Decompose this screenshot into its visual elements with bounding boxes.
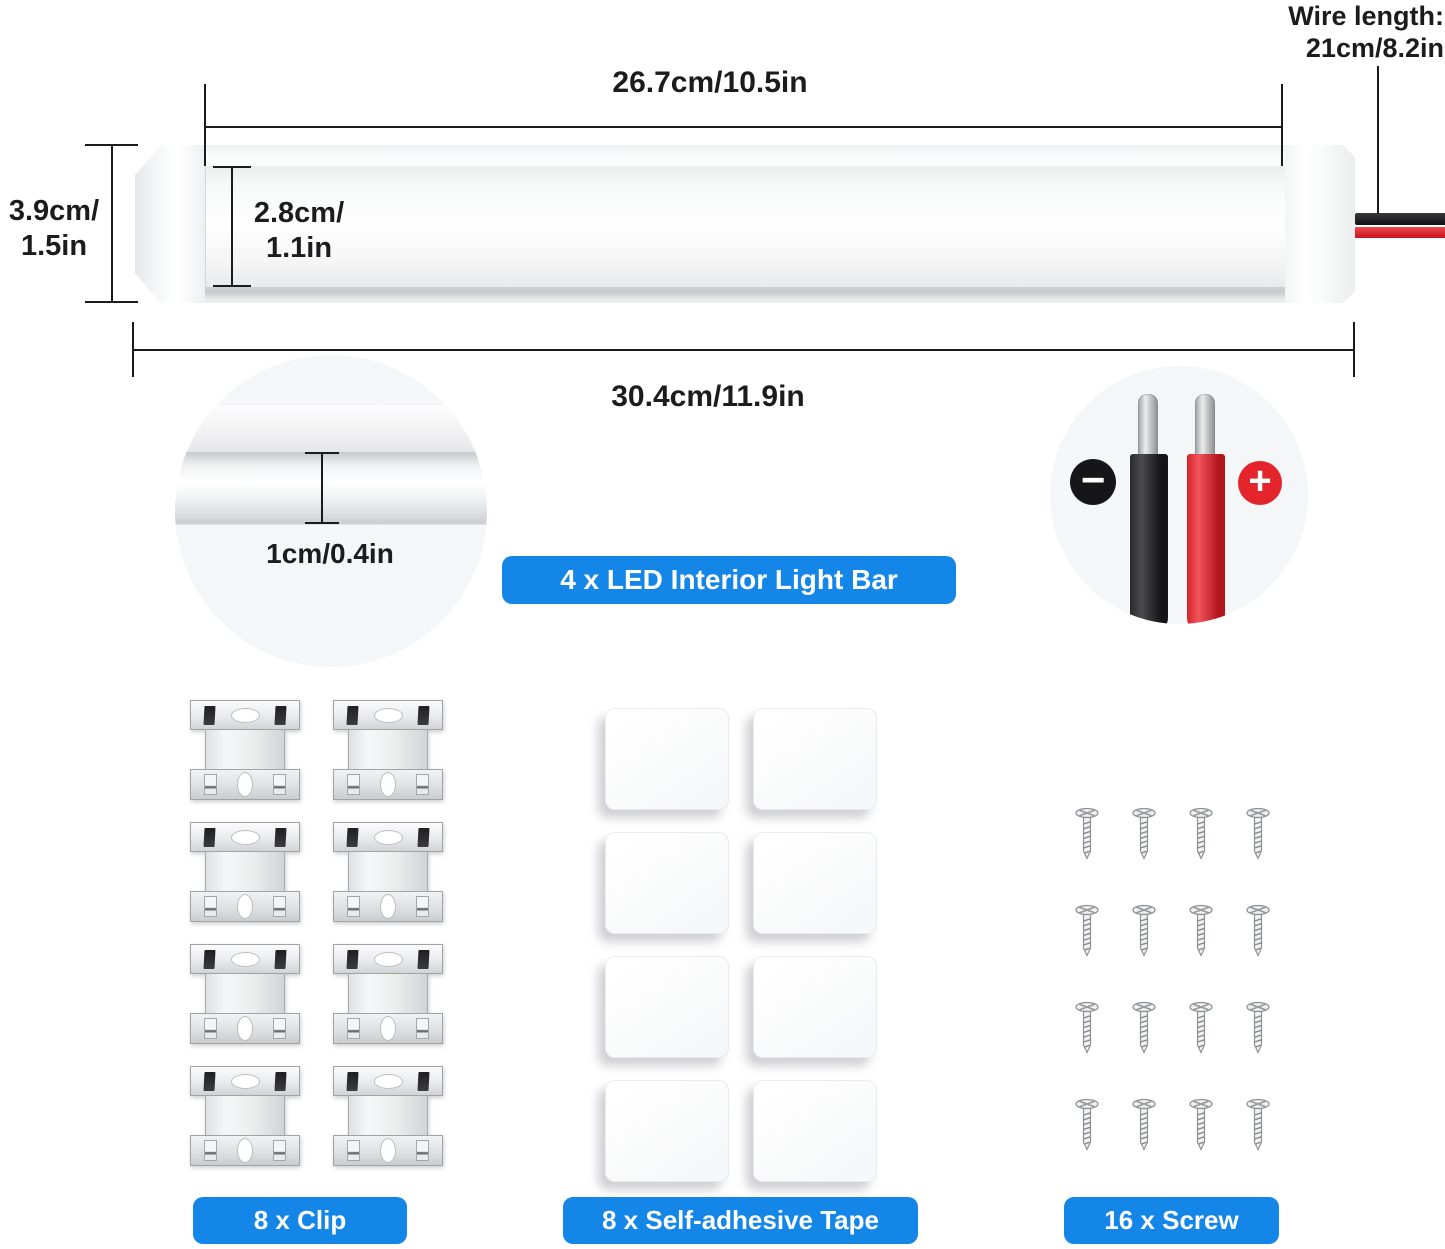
wire-black-insulation: [1130, 454, 1168, 624]
adhesive-tape-square: [753, 708, 877, 810]
dim-tick-outer-bottom: [85, 301, 138, 303]
positive-polarity-badge: +: [1238, 461, 1282, 505]
screw: [1188, 1097, 1214, 1153]
dim-tick-profile-top: [305, 452, 339, 454]
label-tape: 8 x Self-adhesive Tape: [563, 1197, 918, 1244]
mounting-clip: [333, 700, 443, 800]
clip-top-flange: [190, 944, 300, 974]
dim-line-outer-height: [111, 146, 113, 303]
clip-oval-slot-vertical: [380, 1016, 396, 1041]
negative-polarity-badge: −: [1070, 459, 1116, 505]
wire-black-exposed-tip: [1138, 394, 1158, 458]
profile-upper-band: [175, 405, 487, 453]
clip-top-flange: [333, 944, 443, 974]
clip-web: [348, 1096, 428, 1135]
clip-light-tab: [204, 774, 217, 795]
mounting-clip: [333, 1066, 443, 1166]
screw: [1245, 1000, 1271, 1056]
profile-detail-circle: [175, 355, 487, 667]
clip-top-flange: [190, 1066, 300, 1096]
clip-light-tab: [347, 1018, 360, 1039]
dim-tick-inner-top: [213, 166, 251, 168]
clip-web: [205, 852, 285, 891]
profile-silver-band: [175, 452, 487, 525]
clip-oval-slot: [231, 1074, 260, 1089]
clip-light-tab: [273, 774, 286, 795]
clip-top-flange: [190, 822, 300, 852]
clip-dark-tab: [418, 828, 430, 847]
clip-oval-slot-vertical: [380, 1138, 396, 1163]
clip-oval-slot-vertical: [237, 772, 253, 797]
clip-dark-tab: [418, 950, 430, 969]
clip-top-flange: [333, 700, 443, 730]
clip-dark-tab: [347, 950, 359, 969]
screw: [1074, 1097, 1100, 1153]
dim-line-inner-height: [231, 167, 233, 286]
clip-oval-slot-vertical: [237, 894, 253, 919]
clips-grid: [190, 700, 443, 1166]
clip-bottom-flange: [333, 1135, 443, 1166]
clip-bottom-flange: [190, 769, 300, 800]
clip-dark-tab: [347, 1072, 359, 1091]
label-led-light-bar: 4 x LED Interior Light Bar: [502, 556, 956, 604]
clip-light-tab: [416, 1018, 429, 1039]
wire-length-label: [1230, 0, 1444, 64]
screw: [1188, 1000, 1214, 1056]
dim-tick-inner-bottom: [213, 285, 251, 287]
clip-web: [348, 852, 428, 891]
clip-web: [348, 730, 428, 769]
dim-line-top-length: [205, 126, 1283, 128]
screw: [1074, 903, 1100, 959]
light-bar-diffuser: [205, 166, 1287, 287]
mounting-clip: [333, 944, 443, 1044]
mounting-clip: [190, 700, 300, 800]
screw: [1188, 903, 1214, 959]
clip-dark-tab: [347, 828, 359, 847]
clip-light-tab: [347, 1140, 360, 1161]
clip-dark-tab: [347, 706, 359, 725]
screw: [1245, 806, 1271, 862]
clip-oval-slot-vertical: [380, 894, 396, 919]
dim-profile-label: 1cm/0.4in: [266, 538, 394, 569]
clip-oval-slot: [374, 708, 403, 723]
screw: [1245, 1097, 1271, 1153]
adhesive-tape-square: [605, 832, 729, 934]
dim-top-length-label: 26.7cm/10.5in: [612, 66, 808, 99]
dim-tick-outer-top: [85, 144, 138, 146]
wire-red-insulation: [1187, 454, 1225, 624]
clip-web: [205, 730, 285, 769]
label-screws: 16 x Screw: [1064, 1197, 1279, 1244]
mounting-clip: [190, 1066, 300, 1166]
dim-outer-height-line2: 1.5in: [20, 230, 88, 262]
clip-oval-slot-vertical: [380, 772, 396, 797]
mounting-clip: [333, 822, 443, 922]
wires-detail-circle: [1050, 366, 1308, 624]
clip-bottom-flange: [190, 891, 300, 922]
adhesive-tape-square: [605, 708, 729, 810]
clip-web: [205, 1096, 285, 1135]
clip-top-flange: [190, 700, 300, 730]
clip-oval-slot: [374, 952, 403, 967]
clip-dark-tab: [204, 1072, 216, 1091]
screw: [1131, 806, 1157, 862]
clip-light-tab: [204, 896, 217, 917]
dim-outer-height-line1: 3.9cm/: [8, 195, 100, 227]
screw: [1188, 806, 1214, 862]
clip-bottom-flange: [190, 1135, 300, 1166]
clip-dark-tab: [418, 1072, 430, 1091]
clip-light-tab: [273, 1018, 286, 1039]
adhesive-tape-square: [753, 832, 877, 934]
adhesive-tape-square: [605, 956, 729, 1058]
clip-top-flange: [333, 1066, 443, 1096]
wire-red-exposed-tip: [1195, 394, 1215, 458]
clip-light-tab: [204, 1018, 217, 1039]
adhesive-tape-square: [605, 1080, 729, 1182]
adhesive-tape-square: [753, 956, 877, 1058]
clip-bottom-flange: [333, 769, 443, 800]
wire-length-value: 21cm/8.2in: [1305, 33, 1444, 63]
clip-web: [348, 974, 428, 1013]
dim-line-wire-length: [1377, 66, 1379, 214]
dim-line-total-length: [133, 349, 1355, 351]
dim-inner-height-label: [243, 196, 355, 266]
dim-inner-height-line2: 1.1in: [265, 232, 333, 264]
clip-oval-slot-vertical: [237, 1016, 253, 1041]
clip-oval-slot: [231, 708, 260, 723]
clip-oval-slot: [374, 1074, 403, 1089]
wire-black: [1355, 213, 1445, 225]
clip-dark-tab: [275, 950, 287, 969]
clip-dark-tab: [204, 706, 216, 725]
dim-outer-height-label: [0, 194, 108, 264]
clip-light-tab: [273, 896, 286, 917]
clip-light-tab: [347, 896, 360, 917]
clip-dark-tab: [204, 828, 216, 847]
dim-inner-height-line1: 2.8cm/: [253, 197, 345, 229]
clip-bottom-flange: [190, 1013, 300, 1044]
clip-light-tab: [273, 1140, 286, 1161]
clip-light-tab: [416, 896, 429, 917]
clip-oval-slot-vertical: [237, 1138, 253, 1163]
dim-tick-profile-bottom: [305, 522, 339, 524]
screw: [1074, 806, 1100, 862]
dim-line-profile: [321, 453, 323, 524]
clip-dark-tab: [204, 950, 216, 969]
dim-total-length-label: 30.4cm/11.9in: [611, 380, 805, 413]
mounting-clip: [190, 822, 300, 922]
clip-dark-tab: [275, 706, 287, 725]
screw: [1131, 903, 1157, 959]
clip-light-tab: [347, 774, 360, 795]
clip-oval-slot: [231, 830, 260, 845]
dim-ext-top-left: [204, 84, 206, 166]
label-clips: 8 x Clip: [193, 1197, 407, 1244]
screw: [1131, 1097, 1157, 1153]
clip-dark-tab: [275, 828, 287, 847]
dim-tick-total-left: [132, 322, 134, 377]
screw: [1245, 903, 1271, 959]
dim-tick-total-right: [1353, 322, 1355, 377]
clip-bottom-flange: [333, 1013, 443, 1044]
light-bar-switch: [1290, 204, 1334, 248]
clip-oval-slot: [231, 952, 260, 967]
mounting-clip: [190, 944, 300, 1044]
clip-dark-tab: [275, 1072, 287, 1091]
wire-length-title: Wire length:: [1288, 1, 1444, 31]
switch-knob: [1299, 213, 1327, 241]
tape-grid: [605, 708, 877, 1182]
clip-web: [205, 974, 285, 1013]
clip-light-tab: [416, 774, 429, 795]
screw: [1074, 1000, 1100, 1056]
clip-light-tab: [416, 1140, 429, 1161]
adhesive-tape-square: [753, 1080, 877, 1182]
screws-grid: [1074, 806, 1271, 1153]
screw: [1131, 1000, 1157, 1056]
clip-light-tab: [204, 1140, 217, 1161]
clip-oval-slot: [374, 830, 403, 845]
wire-red: [1355, 227, 1445, 238]
clip-top-flange: [333, 822, 443, 852]
clip-dark-tab: [418, 706, 430, 725]
dim-ext-top-right: [1281, 84, 1283, 166]
clip-bottom-flange: [333, 891, 443, 922]
